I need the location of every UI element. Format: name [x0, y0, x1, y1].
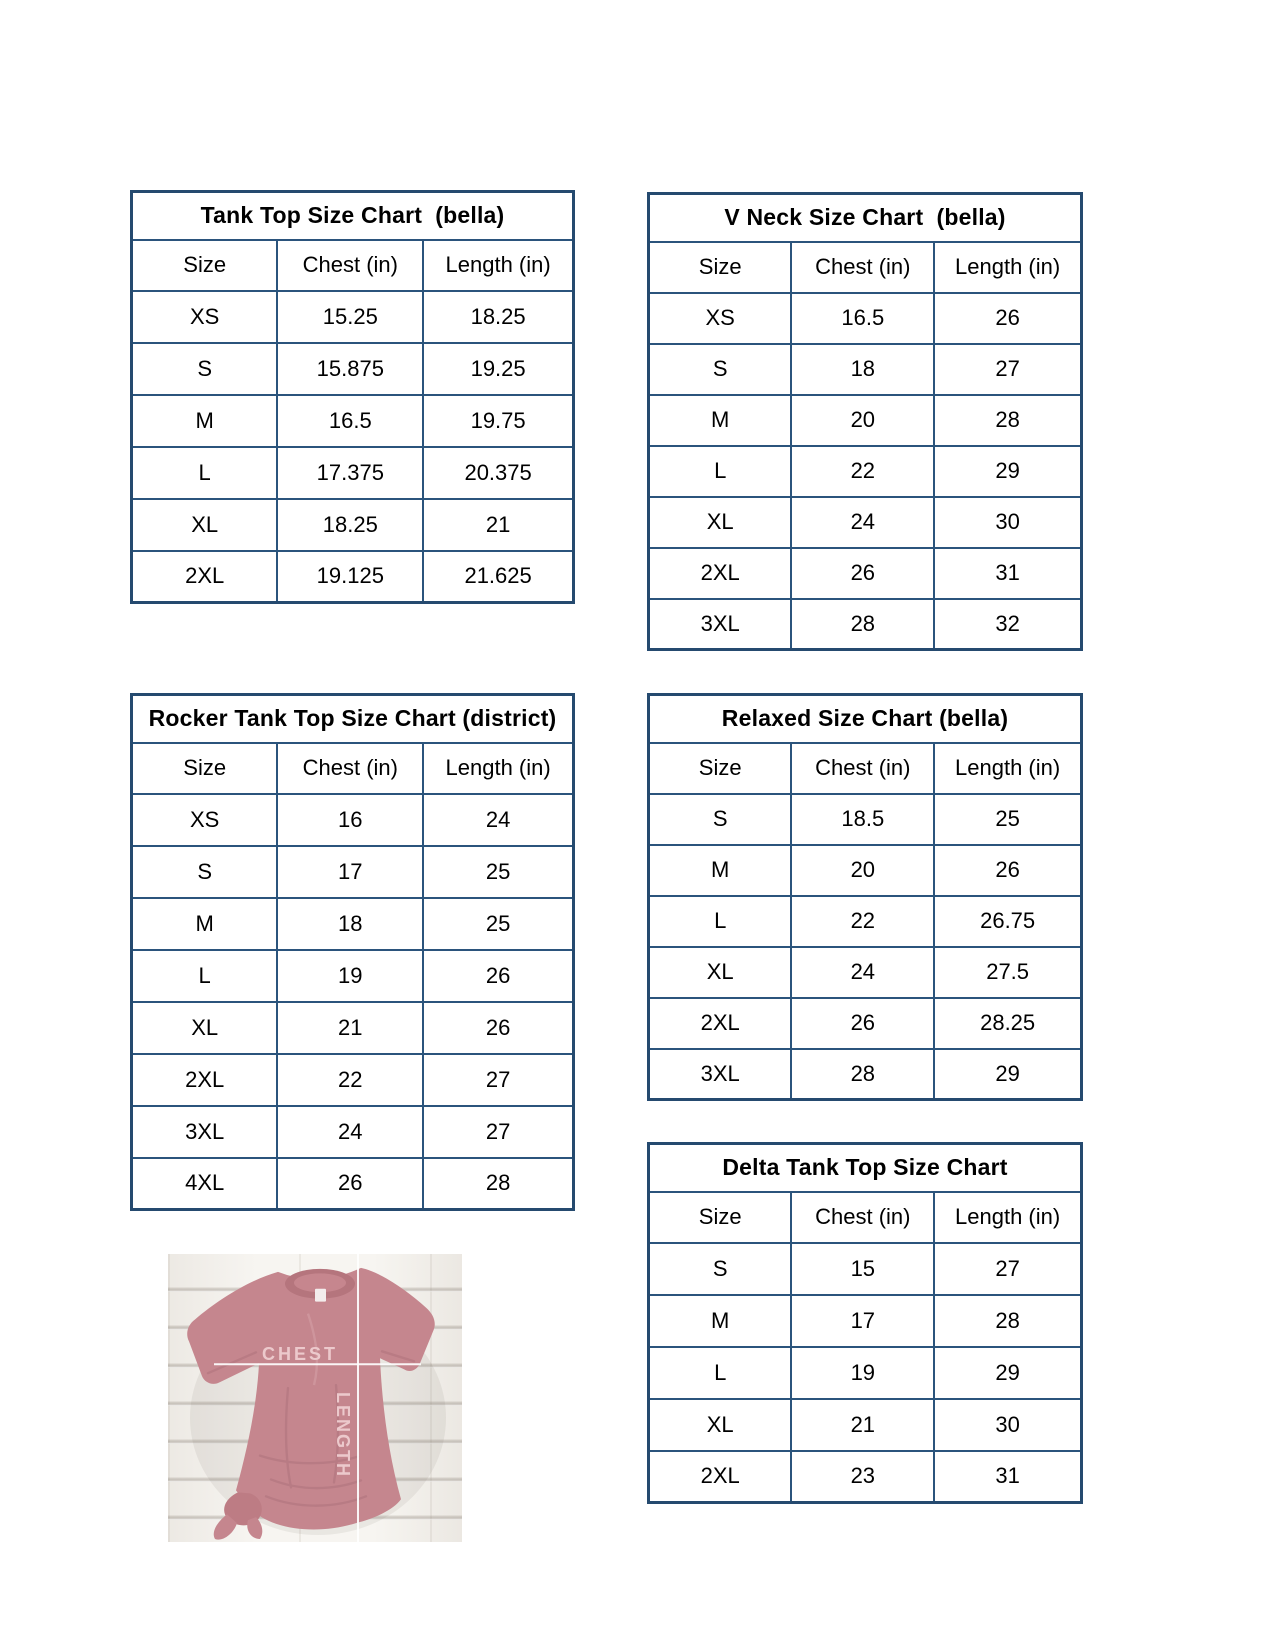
table-row	[649, 497, 1082, 548]
table-row	[649, 1347, 1082, 1399]
table-cell: 19.75	[423, 395, 573, 447]
table-cell: XS	[649, 293, 792, 344]
table-row	[132, 551, 574, 603]
table-row	[649, 794, 1082, 845]
table-cell: 28	[791, 1049, 934, 1100]
table-cell: 19	[791, 1347, 934, 1399]
table-row	[132, 1158, 574, 1210]
table-title-row	[132, 695, 574, 743]
table-row	[132, 343, 574, 395]
table-row	[649, 1451, 1082, 1503]
table-cell: 27	[934, 1243, 1081, 1295]
table-cell: 19.125	[277, 551, 423, 603]
column-header: Length (in)	[934, 1192, 1081, 1243]
table-row	[649, 1399, 1082, 1451]
table-cell: 27	[423, 1106, 573, 1158]
table-cell: S	[649, 794, 792, 845]
table-cell: 28	[423, 1158, 573, 1210]
table-cell: 22	[277, 1054, 423, 1106]
table-cell: 27.5	[934, 947, 1081, 998]
table-cell: 28	[934, 395, 1081, 446]
table-cell: 31	[934, 1451, 1081, 1503]
table-cell: 20	[791, 395, 934, 446]
table-row	[649, 845, 1082, 896]
table-cell: 26	[423, 1002, 573, 1054]
table-cell: 28	[934, 1295, 1081, 1347]
table-cell: 3XL	[649, 1049, 792, 1100]
table-row	[649, 896, 1082, 947]
table-row	[132, 1002, 574, 1054]
table-cell: M	[649, 845, 792, 896]
table-row	[649, 446, 1082, 497]
table-delta-tank-top-size-chart	[647, 1142, 1083, 1504]
table-header-row	[649, 1192, 1082, 1243]
table-cell: M	[649, 395, 792, 446]
table-cell: 18.25	[277, 499, 423, 551]
table-row	[649, 1295, 1082, 1347]
table-row	[649, 293, 1082, 344]
table-cell: 16	[277, 794, 423, 846]
table-cell: 20	[791, 845, 934, 896]
table-cell: 17	[277, 846, 423, 898]
table-row	[132, 1054, 574, 1106]
table-cell: 16.5	[277, 395, 423, 447]
table-cell: L	[649, 896, 792, 947]
table-row	[649, 1243, 1082, 1295]
table-row	[132, 395, 574, 447]
table-cell: 27	[423, 1054, 573, 1106]
table-cell: L	[132, 447, 278, 499]
table-cell: 31	[934, 548, 1081, 599]
table-header-row	[132, 240, 574, 291]
table-cell: 26	[934, 845, 1081, 896]
column-header: Size	[649, 1192, 792, 1243]
column-header: Chest (in)	[791, 242, 934, 293]
table-cell: 26	[934, 293, 1081, 344]
table-row	[649, 947, 1082, 998]
table-cell: 19.25	[423, 343, 573, 395]
table-title: Tank Top Size Chart (bella)	[132, 192, 574, 240]
table-row	[132, 794, 574, 846]
table-cell: 26	[423, 950, 573, 1002]
table-header-row	[649, 242, 1082, 293]
table-cell: 18.5	[791, 794, 934, 845]
table-cell: 25	[934, 794, 1081, 845]
table-title: Relaxed Size Chart (bella)	[649, 695, 1082, 743]
table-cell: 28.25	[934, 998, 1081, 1049]
table-cell: 25	[423, 898, 573, 950]
table-cell: 2XL	[649, 548, 792, 599]
table-cell: L	[649, 1347, 792, 1399]
table-cell: 26	[791, 548, 934, 599]
column-header: Size	[132, 743, 278, 794]
column-header: Size	[649, 242, 792, 293]
table-relaxed-size-chart	[647, 693, 1083, 1101]
collar-tag	[315, 1289, 326, 1302]
table-cell: 24	[277, 1106, 423, 1158]
table-cell: 32	[934, 599, 1081, 650]
table-cell: XL	[132, 1002, 278, 1054]
table-cell: S	[649, 1243, 792, 1295]
column-header: Chest (in)	[277, 240, 423, 291]
table-cell: 27	[934, 344, 1081, 395]
table-cell: 29	[934, 446, 1081, 497]
table-cell: 30	[934, 497, 1081, 548]
length-label: LENGTH	[333, 1392, 353, 1478]
table-title-row	[649, 695, 1082, 743]
table-row	[132, 291, 574, 343]
table-row	[132, 846, 574, 898]
table-cell: 21	[277, 1002, 423, 1054]
table-cell: 24	[791, 947, 934, 998]
table-cell: XL	[649, 1399, 792, 1451]
table-cell: 17	[791, 1295, 934, 1347]
tshirt-illustration	[168, 1254, 462, 1542]
table-cell: M	[649, 1295, 792, 1347]
table-row	[649, 395, 1082, 446]
table-cell: 26	[791, 998, 934, 1049]
table-title: Rocker Tank Top Size Chart (district)	[132, 695, 574, 743]
table-cell: S	[132, 846, 278, 898]
table-cell: 21	[791, 1399, 934, 1451]
table-cell: 26	[277, 1158, 423, 1210]
table-title-row	[649, 194, 1082, 242]
column-header: Length (in)	[423, 240, 573, 291]
table-cell: 23	[791, 1451, 934, 1503]
table-cell: 18.25	[423, 291, 573, 343]
table-cell: 18	[791, 344, 934, 395]
table-cell: L	[132, 950, 278, 1002]
table-row	[132, 1106, 574, 1158]
table-title: V Neck Size Chart (bella)	[649, 194, 1082, 242]
table-tank-top-size-chart	[130, 190, 575, 604]
table-cell: 17.375	[277, 447, 423, 499]
column-header: Size	[132, 240, 278, 291]
table-cell: 26.75	[934, 896, 1081, 947]
column-header: Chest (in)	[791, 743, 934, 794]
table-cell: 2XL	[649, 1451, 792, 1503]
table-cell: 22	[791, 896, 934, 947]
table-cell: 24	[791, 497, 934, 548]
table-cell: 3XL	[132, 1106, 278, 1158]
column-header: Size	[649, 743, 792, 794]
tshirt-measurement-photo	[168, 1254, 462, 1542]
table-rocker-tank-top-size-chart	[130, 693, 575, 1211]
table-cell: 18	[277, 898, 423, 950]
table-cell: XL	[649, 947, 792, 998]
table-cell: 21	[423, 499, 573, 551]
table-cell: XS	[132, 794, 278, 846]
table-cell: XL	[132, 499, 278, 551]
table-row	[132, 898, 574, 950]
table-title-row	[649, 1144, 1082, 1192]
table-cell: 2XL	[132, 551, 278, 603]
table-title: Delta Tank Top Size Chart	[649, 1144, 1082, 1192]
table-cell: M	[132, 395, 278, 447]
table-cell: 22	[791, 446, 934, 497]
table-cell: 28	[791, 599, 934, 650]
table-header-row	[649, 743, 1082, 794]
table-v-neck-size-chart	[647, 192, 1083, 651]
table-row	[649, 344, 1082, 395]
table-cell: XS	[132, 291, 278, 343]
table-row	[132, 499, 574, 551]
column-header: Length (in)	[934, 242, 1081, 293]
table-cell: 25	[423, 846, 573, 898]
table-row	[649, 599, 1082, 650]
table-cell: S	[132, 343, 278, 395]
table-row	[649, 998, 1082, 1049]
table-cell: M	[132, 898, 278, 950]
column-header: Chest (in)	[277, 743, 423, 794]
table-cell: 2XL	[649, 998, 792, 1049]
table-title-row	[132, 192, 574, 240]
table-cell: 15	[791, 1243, 934, 1295]
column-header: Chest (in)	[791, 1192, 934, 1243]
table-cell: 29	[934, 1347, 1081, 1399]
table-cell: 16.5	[791, 293, 934, 344]
table-header-row	[132, 743, 574, 794]
shirt-knot	[214, 1492, 263, 1539]
table-cell: 19	[277, 950, 423, 1002]
column-header: Length (in)	[934, 743, 1081, 794]
table-cell: 29	[934, 1049, 1081, 1100]
chest-label: CHEST	[261, 1344, 338, 1364]
table-cell: 15.25	[277, 291, 423, 343]
table-row	[132, 950, 574, 1002]
table-cell: 2XL	[132, 1054, 278, 1106]
table-cell: L	[649, 446, 792, 497]
table-cell: 30	[934, 1399, 1081, 1451]
table-cell: 24	[423, 794, 573, 846]
table-row	[132, 447, 574, 499]
table-row	[649, 548, 1082, 599]
table-cell: 4XL	[132, 1158, 278, 1210]
table-cell: S	[649, 344, 792, 395]
column-header: Length (in)	[423, 743, 573, 794]
table-cell: 20.375	[423, 447, 573, 499]
table-cell: 21.625	[423, 551, 573, 603]
table-cell: 15.875	[277, 343, 423, 395]
table-row	[649, 1049, 1082, 1100]
table-cell: 3XL	[649, 599, 792, 650]
table-cell: XL	[649, 497, 792, 548]
